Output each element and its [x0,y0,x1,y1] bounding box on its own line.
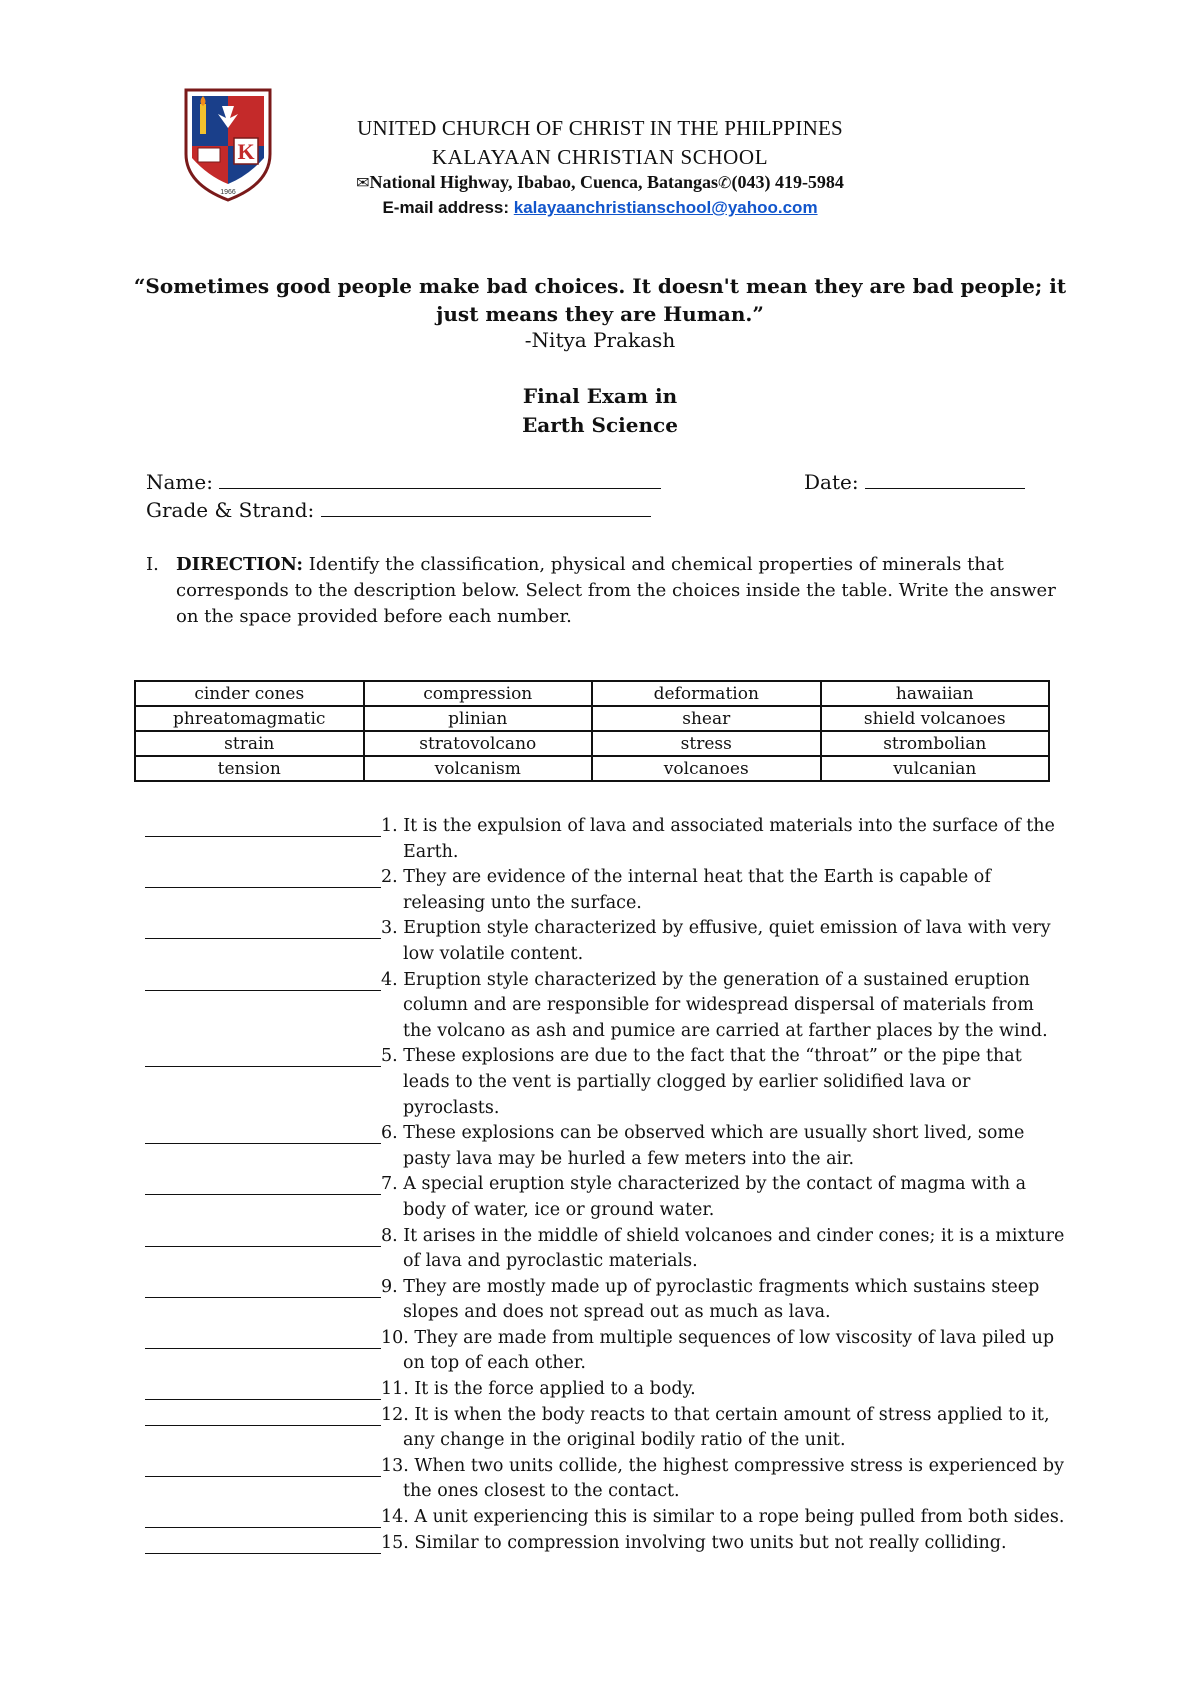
question-item [145,1531,1065,1557]
question-item [145,916,1065,967]
question-item [145,1275,1065,1326]
question-text-wrap [381,1172,1065,1223]
answer-blank[interactable] [145,1533,381,1554]
answer-blank[interactable] [145,1379,381,1400]
school-phone: (043) 419-5984 [731,172,844,192]
choice-cell: stress [592,731,821,756]
choices-row [135,681,1049,706]
email-link[interactable]: kalayaanchristianschool@yahoo.com [513,198,818,217]
choice-cell: stratovolcano [364,731,593,756]
question-item [145,1121,1065,1172]
envelope-icon: ✉ [356,175,370,192]
answer-blank[interactable] [145,1277,381,1298]
direction-block [146,552,1076,630]
date-blank[interactable] [865,468,1025,489]
question-text-wrap [381,1505,1065,1531]
question-text: 7. A special eruption style characterized by the contact of magma with a body of water, ice or ground water. [381,1174,1027,1220]
phone-icon: ✆ [718,175,732,192]
question-text: 6. These explosions can be observed which are usually short lived, some pasty lava may be hurled a few meters into the air. [381,1123,1025,1169]
choice-cell: vulcanian [821,756,1050,781]
question-text: 2. They are evidence of the internal heat that the Earth is capable of releasing unto the surface. [381,867,991,913]
question-text-wrap [381,916,1065,967]
question-text: 3. Eruption style characterized by effusive, quiet emission of lava with very low volatile content. [381,918,1051,964]
question-text-wrap [381,865,1065,916]
question-text-wrap [381,1121,1065,1172]
answer-blank[interactable] [145,918,381,939]
grade-strand-blank[interactable] [321,496,651,517]
question-text-wrap [381,1224,1065,1275]
question-text-wrap [381,1326,1065,1377]
answer-blank[interactable] [145,970,381,991]
logo-letter: K [237,139,255,164]
answer-blank[interactable] [145,1174,381,1195]
choice-cell: strain [135,731,364,756]
choice-cell: compression [364,681,593,706]
question-item [145,1377,1065,1403]
question-item [145,968,1065,1045]
question-text: 4. Eruption style characterized by the generation of a sustained eruption column and are responsible for widespread dispersal of materials from the volcano as ash and pumice are carried at farther places by the wind. [381,969,1048,1041]
exam-title-line1: Final Exam in [522,384,678,408]
question-text: 8. It arises in the middle of shield volcanoes and cinder cones; it is a mixture of lava and pyroclastic materials. [381,1225,1065,1272]
choice-cell: deformation [592,681,821,706]
answer-blank[interactable] [145,816,381,837]
question-text: 9. They are mostly made up of pyroclastic fragments which sustains steep slopes and does not spread out as much as lava. [381,1276,1040,1323]
email-line [0,198,1200,218]
answer-blank[interactable] [145,1507,381,1528]
question-item [145,1044,1065,1121]
name-field [146,468,661,494]
direction-label: DIRECTION: [176,554,303,575]
choices-row [135,731,1049,756]
question-text-wrap [381,1403,1065,1454]
choice-cell: volcanoes [592,756,821,781]
name-blank[interactable] [219,468,661,489]
direction-text: Identify the classification, physical and chemical properties of minerals that corresponds to the description below. Select from the choices inside the table. Write the answer on the space provided before each number. [176,554,1056,627]
question-item [145,1224,1065,1275]
choice-cell: shear [592,706,821,731]
question-text-wrap [381,1377,1065,1403]
question-item [145,1454,1065,1505]
direction-number: I. [146,554,159,575]
school-address: National Highway, Ibabao, Cuenca, Batangas [369,172,719,192]
grade-strand-field [146,496,651,522]
answer-blank[interactable] [145,1456,381,1477]
choices-table [134,680,1050,782]
choice-cell: shield volcanoes [821,706,1050,731]
question-text: 14. A unit experiencing this is similar to a rope being pulled from both sides. [381,1507,1065,1528]
choice-cell: tension [135,756,364,781]
choices-row [135,706,1049,731]
grade-strand-label: Grade & Strand: [146,498,321,522]
answer-blank[interactable] [145,1046,381,1067]
exam-title-line2: Earth Science [522,413,678,437]
question-list [145,814,1065,1556]
question-item [145,1505,1065,1531]
question-text: 5. These explosions are due to the fact that the “throat” or the pipe that leads to the vent is partially clogged by earlier solidified lava or pyroclasts. [381,1046,1022,1118]
answer-blank[interactable] [145,1328,381,1349]
date-label: Date: [804,470,865,494]
question-item [145,814,1065,865]
question-item [145,1326,1065,1377]
answer-blank[interactable] [145,867,381,888]
question-text-wrap [381,968,1065,1045]
answer-blank[interactable] [145,1405,381,1426]
question-item [145,1172,1065,1223]
choice-cell: phreatomagmatic [135,706,364,731]
school-name: KALAYAAN CHRISTIAN SCHOOL [431,145,769,169]
choice-cell: plinian [364,706,593,731]
exam-title [0,382,1200,440]
choice-cell: volcanism [364,756,593,781]
logo-year: 1966 [220,189,236,196]
organization-name: UNITED CHURCH OF CHRIST IN THE PHILPPINES [357,116,843,140]
answer-blank[interactable] [145,1226,381,1247]
question-text-wrap [381,1044,1065,1121]
date-field [804,468,1025,494]
quote-text: “Sometimes good people make bad choices. It doesn't mean they are bad people; it just means they are Human.” [133,274,1067,326]
choice-cell: cinder cones [135,681,364,706]
question-text: 1. It is the expulsion of lava and associated materials into the surface of the Earth. [381,816,1055,862]
answer-blank[interactable] [145,1123,381,1144]
name-label: Name: [146,470,220,494]
question-item [145,1403,1065,1454]
school-address-line [0,172,1200,193]
choices-row [135,756,1049,781]
question-text-wrap [381,1531,1065,1557]
question-text-wrap [381,1454,1065,1505]
question-text: 10. They are made from multiple sequences of low viscosity of lava piled up on top of each other. [381,1327,1055,1374]
question-text: 13. When two units collide, the highest compressive stress is experienced by the ones closest to the contact. [381,1455,1064,1502]
quote-author: -Nitya Prakash [524,328,676,352]
question-item [145,865,1065,916]
choice-cell: strombolian [821,731,1050,756]
question-text: 11. It is the force applied to a body. [381,1379,696,1400]
email-label: E-mail address: [382,198,514,217]
question-text-wrap [381,1275,1065,1326]
choice-cell: hawaiian [821,681,1050,706]
question-text-wrap [381,814,1065,865]
question-text: 12. It is when the body reacts to that certain amount of stress applied to it, any change in the original bodily ratio of the unit. [381,1404,1050,1451]
question-text: 15. Similar to compression involving two units but not really colliding. [381,1532,1007,1553]
direction-text-wrap [176,552,1076,630]
